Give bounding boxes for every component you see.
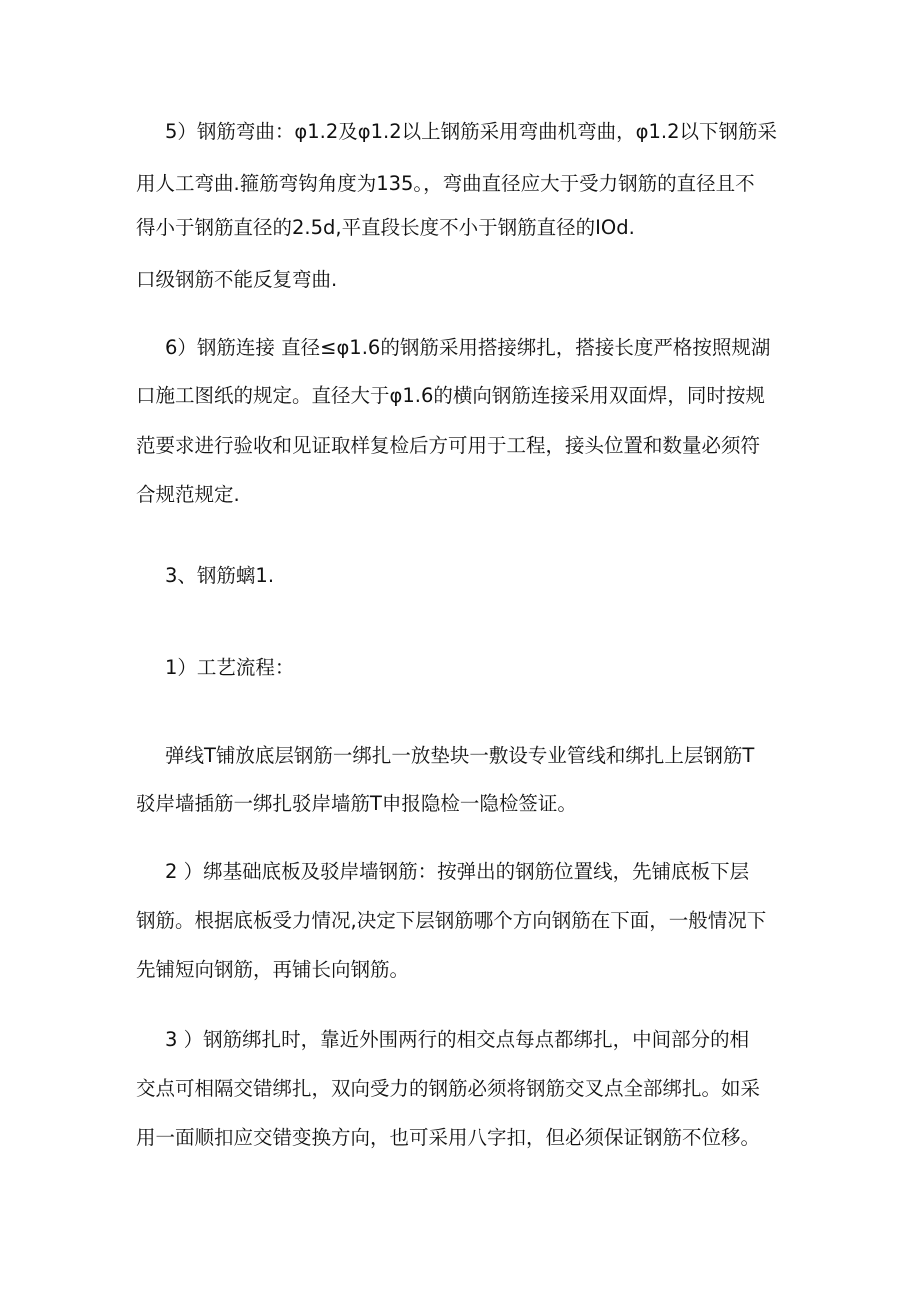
paragraph-line: 驳岸墙插筋一绑扎驳岸墙筋T申报隐检一隐检签证。	[136, 792, 577, 815]
paragraph-line: 用一面顺扣应交错变换方向，也可采用八字扣，但必须保证钢筋不位移。	[136, 1126, 761, 1149]
paragraph-line: 用人工弯曲.箍筋弯钩角度为135。，弯曲直径应大于受力钢筋的直径且不	[136, 172, 755, 195]
paragraph-line: 钢筋。根据底板受力情况,决定下层钢筋哪个方向钢筋在下面，一般情况下	[136, 909, 767, 932]
paragraph-line: 先铺短向钢筋，再铺长向钢筋。	[136, 958, 410, 981]
paragraph-line: 3 ）钢筋绑扎时，靠近外围两行的相交点每点都绑扎，中间部分的相	[165, 1028, 750, 1051]
paragraph-line: 5）钢筋弯曲：φ1.2及φ1.2以上钢筋采用弯曲机弯曲，φ1.2以下钢筋采	[165, 120, 778, 143]
paragraph-line: 2 ）绑基础底板及驳岸墙钢筋：按弹出的钢筋位置线，先铺底板下层	[165, 860, 750, 883]
paragraph-line: 6）钢筋连接 直径≤φ1.6的钢筋采用搭接绑扎，搭接长度严格按照规湖	[165, 336, 771, 359]
paragraph-line: 合规范规定.	[136, 483, 240, 506]
paragraph-line: 口施工图纸的规定。直径大于φ1.6的横向钢筋连接采用双面焊，同时按规	[136, 384, 765, 407]
step-heading-text: 1）工艺流程：	[165, 656, 295, 679]
section-heading-text: 3、钢筋螭1.	[165, 564, 275, 587]
paragraph-line: 口级钢筋不能反复弯曲.	[136, 268, 338, 291]
paragraph-line: 范要求进行验收和见证取样复检后方可用于工程，接头位置和数量必须符	[136, 434, 761, 457]
paragraph-line: 弹线T铺放底层钢筋一绑扎一放垫块一敷设专业管线和绑扎上层钢筋T	[165, 744, 755, 767]
paragraph-line: 交点可相隔交错绑扎，双向受力的钢筋必须将钢筋交叉点全部绑扎。如采	[136, 1077, 761, 1100]
paragraph-line: 得小于钢筋直径的2.5d,平直段长度不小于钢筋直径的IOd.	[136, 216, 635, 239]
